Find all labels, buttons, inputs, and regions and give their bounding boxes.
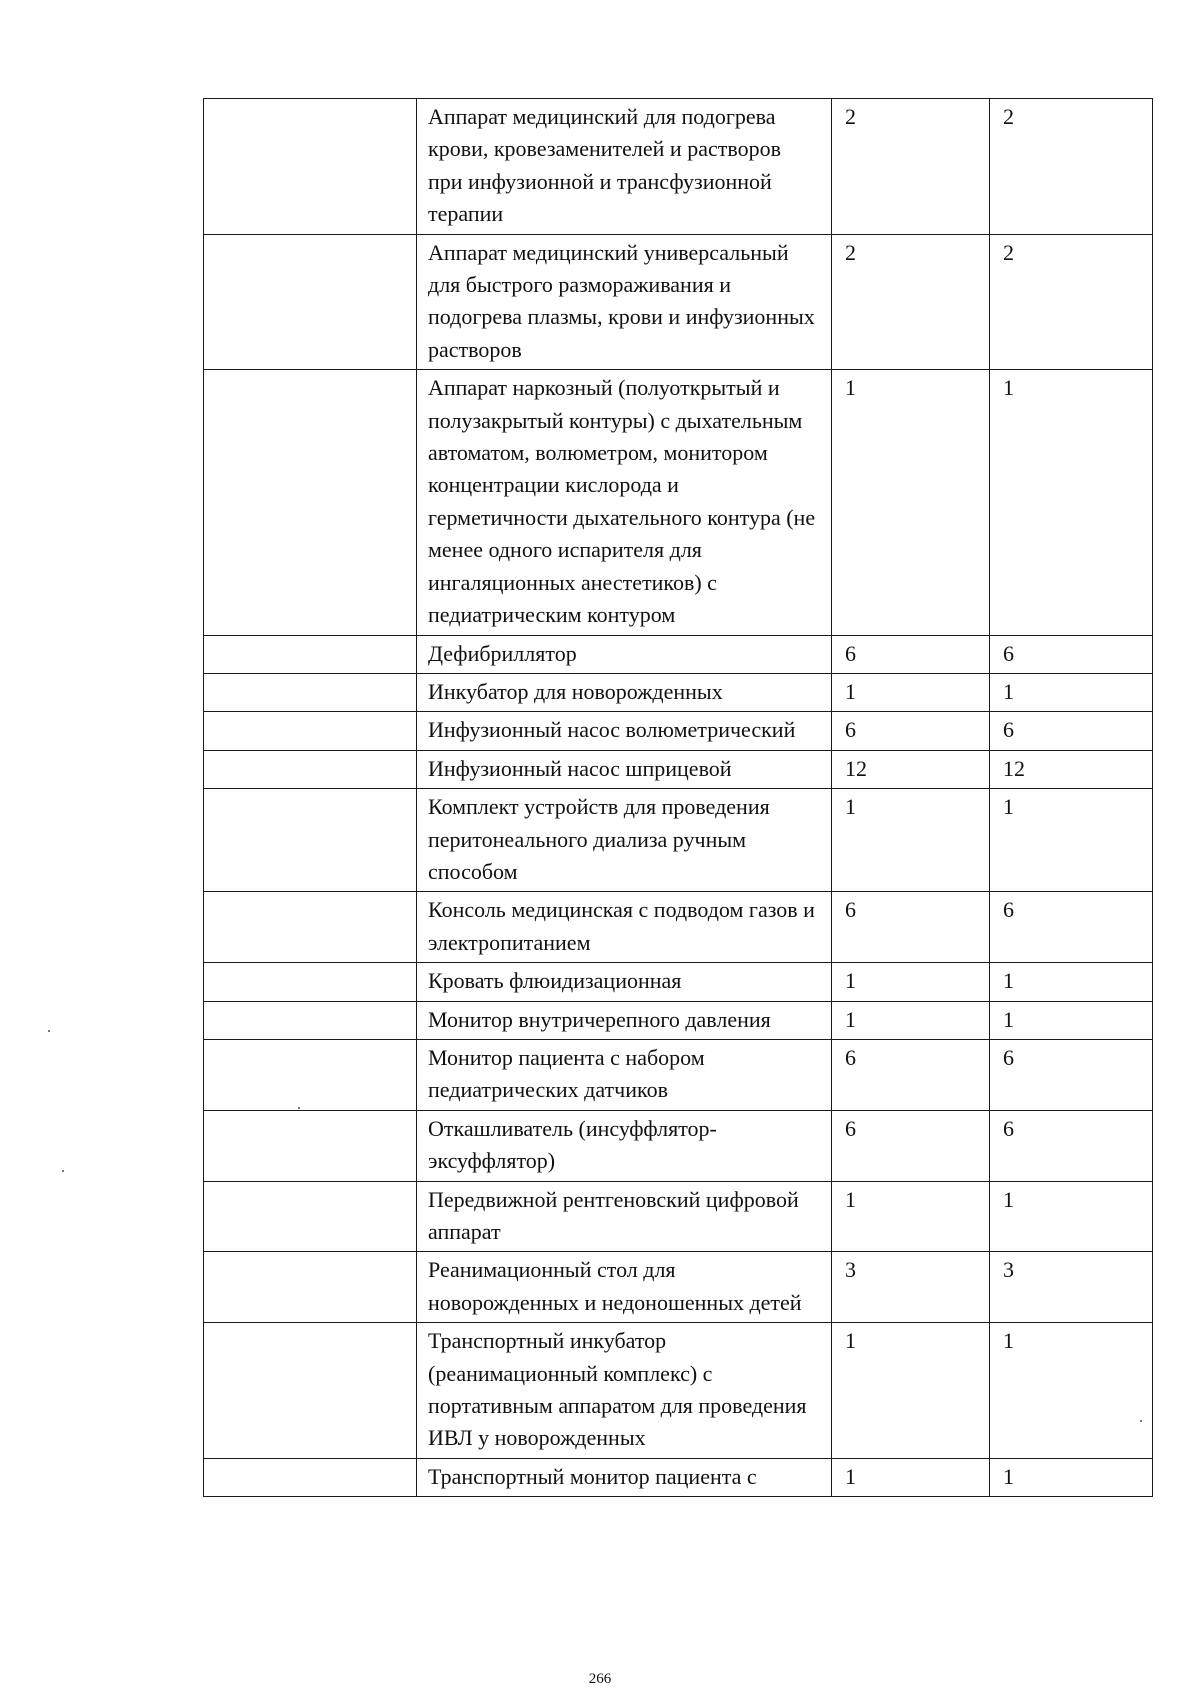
table-row [204, 99, 1153, 235]
quantity-cell: 1 [990, 963, 1153, 1001]
blank-cell [204, 635, 417, 673]
quantity-cell: 6 [990, 635, 1153, 673]
quantity-cell: 3 [990, 1252, 1153, 1323]
quantity-cell: 12 [990, 750, 1153, 788]
quantity-cell: 2 [990, 234, 1153, 370]
equipment-name-cell: Аппарат медицинский универсальный для быстрого размораживания и подогрева плазмы, крови и инфузионных растворов [417, 234, 832, 370]
equipment-name-cell: Передвижной рентгеновский цифровой аппарат [417, 1181, 832, 1252]
equipment-name-cell: Транспортный инкубатор (реанимационный комплекс) с портативным аппаратом для проведения ИВЛ у новорожденных [417, 1323, 832, 1459]
quantity-cell: 1 [990, 370, 1153, 635]
quantity-cell: 6 [832, 1039, 990, 1110]
quantity-cell: 6 [990, 1110, 1153, 1181]
blank-cell [204, 712, 417, 750]
blank-cell [204, 99, 417, 235]
table-row [204, 1181, 1153, 1252]
quantity-cell: 1 [832, 1001, 990, 1039]
scan-speck [298, 1107, 300, 1109]
blank-cell [204, 789, 417, 892]
quantity-cell: 1 [832, 370, 990, 635]
blank-cell [204, 963, 417, 1001]
quantity-cell: 3 [832, 1252, 990, 1323]
blank-cell [204, 1323, 417, 1459]
blank-cell [204, 673, 417, 711]
blank-cell [204, 1039, 417, 1110]
equipment-name-cell: Инфузионный насос волюметрический [417, 712, 832, 750]
scan-speck [1140, 1420, 1142, 1422]
table-row [204, 712, 1153, 750]
equipment-name-cell: Инфузионный насос шприцевой [417, 750, 832, 788]
equipment-name-cell: Транспортный монитор пациента с [417, 1458, 832, 1496]
equipment-name-cell: Консоль медицинская с подводом газов и электропитанием [417, 892, 832, 963]
quantity-cell: 1 [832, 1458, 990, 1496]
table-row [204, 673, 1153, 711]
equipment-name-cell: Аппарат наркозный (полуоткрытый и полузакрытый контуры) с дыхательным автоматом, волюметром, монитором концентрации кислорода и герметичности дыхательного контура (не менее одного испарителя для ингаляционных анестетиков) с педиатрическим контуром [417, 370, 832, 635]
equipment-name-cell: Инкубатор для новорожденных [417, 673, 832, 711]
table-row [204, 1039, 1153, 1110]
blank-cell [204, 1001, 417, 1039]
blank-cell [204, 234, 417, 370]
quantity-cell: 6 [832, 1110, 990, 1181]
table-row [204, 370, 1153, 635]
table-row [204, 1252, 1153, 1323]
quantity-cell: 2 [832, 234, 990, 370]
quantity-cell: 2 [832, 99, 990, 235]
quantity-cell: 1 [832, 963, 990, 1001]
equipment-name-cell: Дефибриллятор [417, 635, 832, 673]
table-row [204, 635, 1153, 673]
equipment-table [203, 98, 1153, 1497]
equipment-name-cell: Откашливатель (инсуффлятор-эксуффлятор) [417, 1110, 832, 1181]
blank-cell [204, 892, 417, 963]
quantity-cell: 2 [990, 99, 1153, 235]
equipment-name-cell: Монитор внутричерепного давления [417, 1001, 832, 1039]
quantity-cell: 1 [990, 673, 1153, 711]
table-row [204, 1323, 1153, 1459]
equipment-name-cell: Реанимационный стол для новорожденных и недоношенных детей [417, 1252, 832, 1323]
blank-cell [204, 1458, 417, 1496]
equipment-name-cell: Комплект устройств для проведения перитонеального диализа ручным способом [417, 789, 832, 892]
blank-cell [204, 1181, 417, 1252]
scan-speck [62, 1170, 64, 1172]
blank-cell [204, 750, 417, 788]
table-row [204, 1001, 1153, 1039]
table-row [204, 789, 1153, 892]
equipment-name-cell: Аппарат медицинский для подогрева крови, кровезаменителей и растворов при инфузионной и трансфузионной терапии [417, 99, 832, 235]
blank-cell [204, 1110, 417, 1181]
table-row [204, 963, 1153, 1001]
equipment-table-body [204, 99, 1153, 1497]
quantity-cell: 1 [990, 1323, 1153, 1459]
table-row [204, 892, 1153, 963]
quantity-cell: 1 [990, 1458, 1153, 1496]
blank-cell [204, 370, 417, 635]
equipment-name-cell: Монитор пациента с набором педиатрических датчиков [417, 1039, 832, 1110]
blank-cell [204, 1252, 417, 1323]
quantity-cell: 1 [832, 789, 990, 892]
quantity-cell: 6 [832, 892, 990, 963]
equipment-name-cell: Кровать флюидизационная [417, 963, 832, 1001]
quantity-cell: 1 [990, 1181, 1153, 1252]
quantity-cell: 6 [990, 892, 1153, 963]
quantity-cell: 12 [832, 750, 990, 788]
quantity-cell: 1 [832, 1181, 990, 1252]
table-row [204, 1458, 1153, 1496]
quantity-cell: 6 [990, 1039, 1153, 1110]
quantity-cell: 6 [832, 712, 990, 750]
quantity-cell: 1 [832, 1323, 990, 1459]
scan-speck [48, 1030, 50, 1032]
quantity-cell: 6 [832, 635, 990, 673]
page-number: 266 [588, 1671, 612, 1687]
table-row [204, 1110, 1153, 1181]
table-row [204, 750, 1153, 788]
quantity-cell: 6 [990, 712, 1153, 750]
quantity-cell: 1 [990, 1001, 1153, 1039]
quantity-cell: 1 [832, 673, 990, 711]
table-row [204, 234, 1153, 370]
quantity-cell: 1 [990, 789, 1153, 892]
